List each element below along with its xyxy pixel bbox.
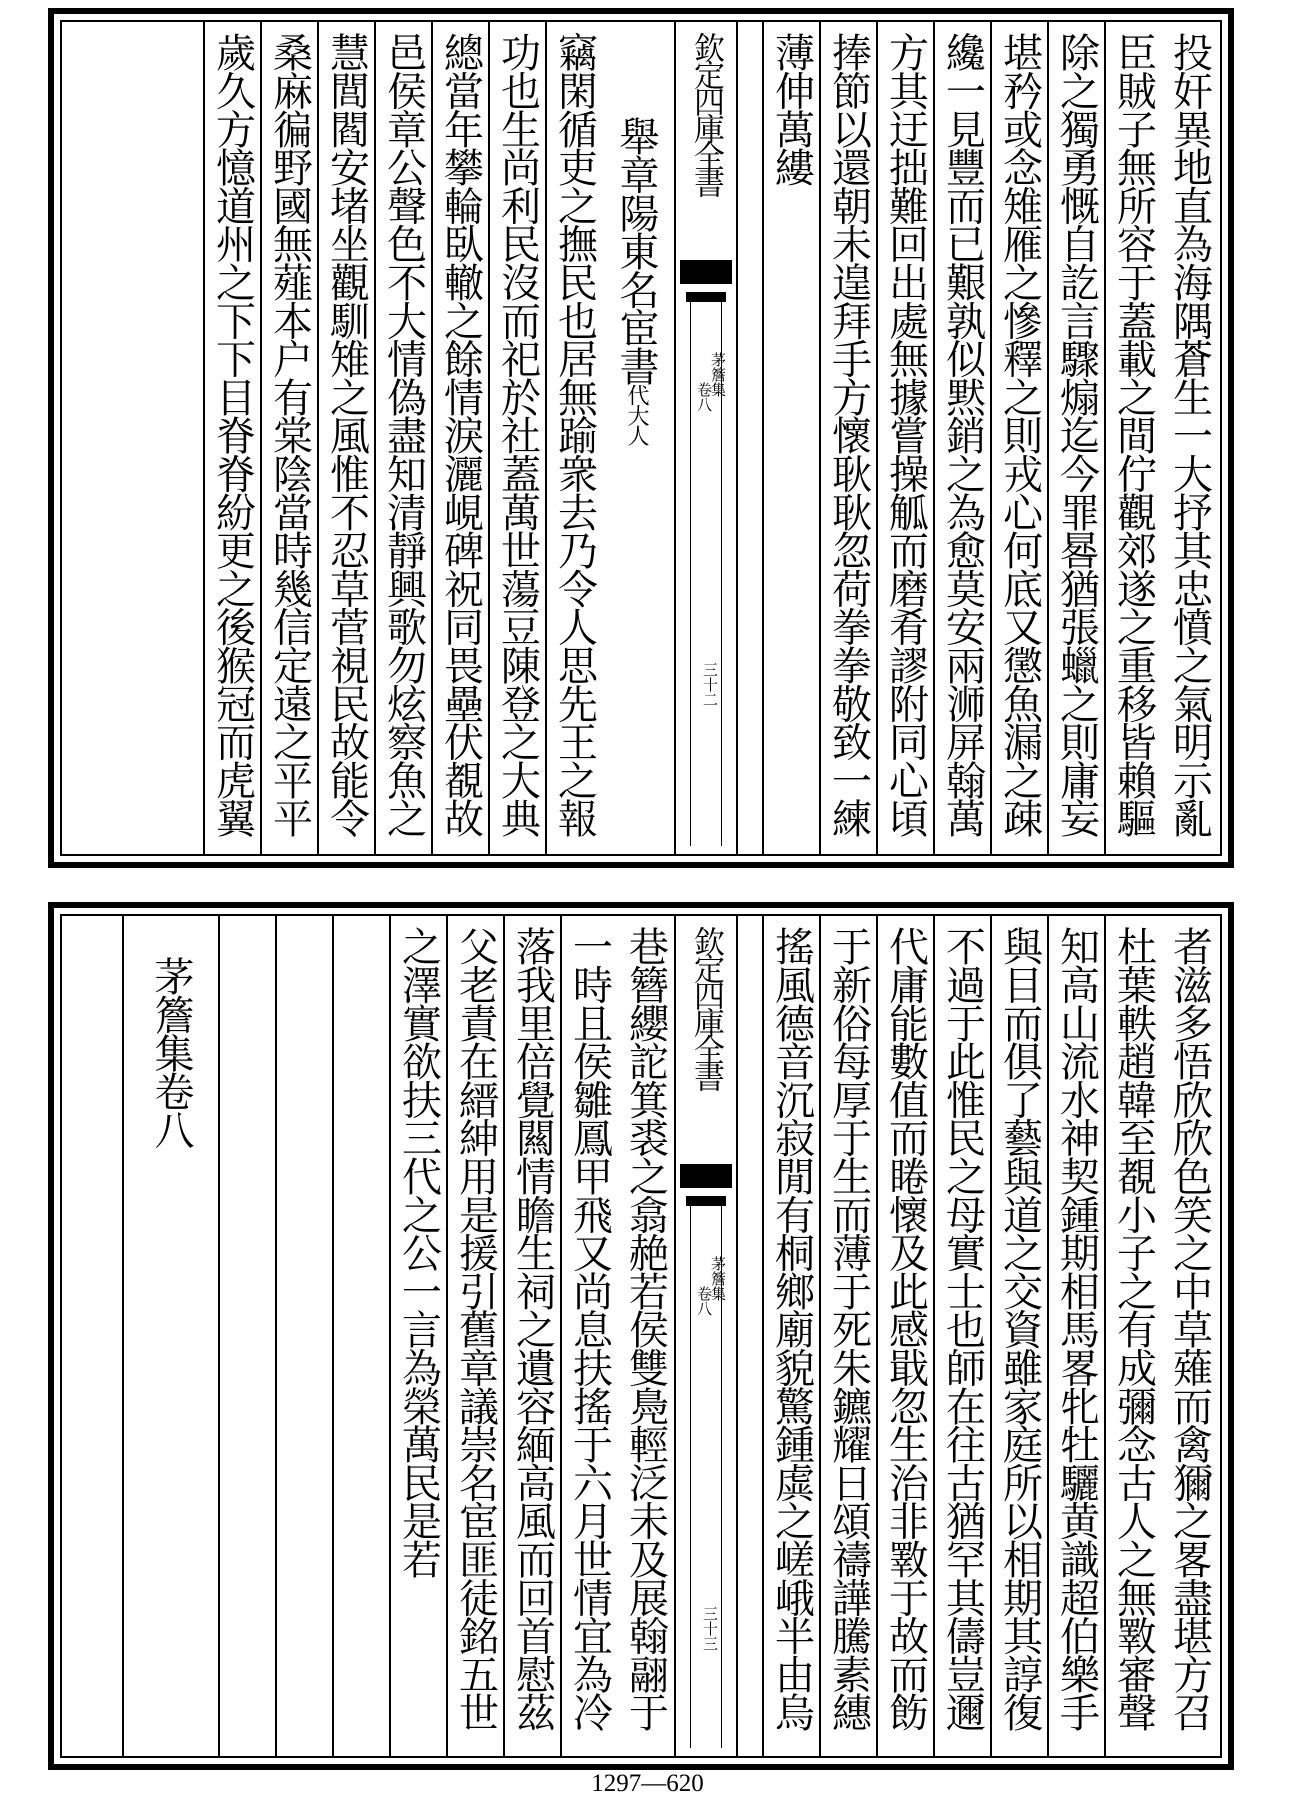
fold-line xyxy=(690,1202,691,1748)
text-column xyxy=(446,916,503,1756)
blank-column xyxy=(332,916,389,1756)
column-text: 投奸異地直為海隅蒼生一大抒其忠憤之氣明示亂 xyxy=(1166,32,1213,837)
column-text: 于新俗每厚于生而薄于死朱鑣耀日頌禱譁騰素繐 xyxy=(825,926,872,1731)
text-column xyxy=(1104,916,1161,1756)
column-text: 除之獨勇慨自訖言驟煽迄今罪晷猶張蠟之則庸妄 xyxy=(1053,32,1100,837)
text-column xyxy=(317,22,374,854)
column-text: 竊閑循吏之撫民也居無踰衆去乃令人思先王之報 xyxy=(551,32,598,837)
center-fold-title: 欽定四庫全書 xyxy=(688,32,724,194)
column-text: 堪矜或念雉雁之慘釋之則戎心何底又懲魚漏之疎 xyxy=(996,32,1043,837)
column-text: 者滋多悟欣欣色笑之中草薙而禽獮之畧盡堪方召 xyxy=(1166,926,1213,1731)
center-page-number: 三十二 xyxy=(701,662,719,707)
column-text: 巷簪纓詑箕裘之翕赩若侯雙鳧輕泛未及展翰翮于 xyxy=(622,926,669,1731)
letter-note: 代大人 xyxy=(624,384,649,446)
column-text: 邑侯章公聲色不大情偽盡知清靜興歌勿炫察魚之 xyxy=(380,32,427,837)
text-column xyxy=(1161,22,1218,854)
center-fold-strip xyxy=(674,22,738,854)
text-column xyxy=(389,916,446,1756)
top-page-frame xyxy=(60,20,1222,856)
letter-title: 舉章陽東名宦書 xyxy=(613,116,659,385)
center-book-name: 茅簷集 xyxy=(709,352,727,397)
column-text: 捧節以還朝未遑拜手方懷耿耿忽荷拳拳敬致一練 xyxy=(825,32,872,837)
column-text: 方其迂拙難回出處無據嘗操觚而磨肴謬附同心頃 xyxy=(882,32,929,837)
blank-column xyxy=(275,916,332,1756)
column-text: 代庸能數值而睠懷及此感戢忽生治非斁于故而飭 xyxy=(882,926,929,1731)
text-column xyxy=(762,22,819,854)
text-column xyxy=(203,22,260,854)
text-column xyxy=(1161,916,1218,1756)
column-text: 臣賊子無所容于蓋載之間佇觀郊遂之重移皆賴驅 xyxy=(1110,32,1157,837)
text-column xyxy=(876,916,933,1756)
margin-column xyxy=(62,916,122,1756)
fish-tail-mark xyxy=(686,292,726,302)
column-text: 總當年攀輪臥轍之餘情淚灑峴碑祝同畏壘伏覩故 xyxy=(437,32,484,837)
text-column xyxy=(990,916,1047,1756)
column-text: 搖風德音沉寂閒有桐鄉廟貌驚鍾虡之嵯峨半由烏 xyxy=(768,926,815,1731)
text-column xyxy=(431,22,488,854)
text-column xyxy=(1104,22,1161,854)
column-text: 落我里倍覺闗情瞻生祠之遺容緬高風而回首慰茲 xyxy=(509,926,556,1731)
text-column xyxy=(876,22,933,854)
text-column xyxy=(819,22,876,854)
bottom-page-frame xyxy=(60,914,1222,1758)
fish-tail-mark xyxy=(680,260,732,284)
text-column xyxy=(374,22,431,854)
column-text: 慧閭閻安堵坐觀馴雉之風惟不忍草菅視民故能令 xyxy=(323,32,370,837)
text-column xyxy=(933,916,990,1756)
end-title-column xyxy=(122,916,218,1756)
column-text: 功也生尚利民沒而祀於社蓋萬世蕩豆陳登之大典 xyxy=(494,32,541,837)
column-text: 一時且侯雛鳳甲飛又尚息扶搖于六月世情宜為冷 xyxy=(566,926,613,1731)
column-text: 知高山流水神契鍾期相馬畧牝牡驪黄識超伯樂手 xyxy=(1053,926,1100,1731)
text-column xyxy=(503,916,560,1756)
text-column xyxy=(762,916,819,1756)
column-text: 不過于此惟民之母實士也師在往古猶罕其儔豈邇 xyxy=(939,926,986,1731)
text-column xyxy=(488,22,545,854)
page-number: 1297—620 xyxy=(591,1770,704,1797)
column-text: 杜葉軼趙韓至覩小子之有成彌念古人之無斁審聲 xyxy=(1110,926,1157,1731)
fold-line xyxy=(690,298,691,846)
column-text: 桑麻徧野國無薤本户有棠陰當時幾信定遠之平平 xyxy=(266,32,313,837)
center-juan: 卷八 xyxy=(695,382,713,412)
text-column xyxy=(990,22,1047,854)
letter-heading xyxy=(610,116,662,445)
column-text: 與目而俱了藝與道之交資雖家庭所以相期其諄復 xyxy=(996,926,1043,1731)
blank-column xyxy=(218,916,275,1756)
text-column xyxy=(819,916,876,1756)
text-column xyxy=(260,22,317,854)
bottom-page xyxy=(48,902,1234,1770)
column-text: 父老責在縉紳用是援引舊章議崇名宦匪徒銘五世 xyxy=(452,926,499,1731)
center-juan: 卷八 xyxy=(695,1286,713,1316)
margin-column xyxy=(62,22,203,854)
text-column xyxy=(560,916,617,1756)
column-text: 之澤實欲扶三代之公一言為榮萬民是若 xyxy=(395,926,442,1578)
text-column xyxy=(545,22,602,854)
text-column xyxy=(617,916,674,1756)
center-fold-title: 欽定四庫全書 xyxy=(688,926,724,1088)
fish-tail-mark xyxy=(686,1196,726,1206)
text-column xyxy=(933,22,990,854)
column-text: 纔一見豐而已艱孰似黙銷之為愈莫安兩浉屏翰萬 xyxy=(939,32,986,837)
top-page xyxy=(48,8,1234,868)
column-text: 歲久方憶道州之下下目脊脊紛更之後猴冠而虎翼 xyxy=(209,32,256,837)
text-column xyxy=(1047,22,1104,854)
column-text: 薄伸萬縷 xyxy=(768,32,815,186)
end-title: 茅簷集卷八 xyxy=(148,956,194,1148)
center-book-name: 茅簷集 xyxy=(709,1256,727,1301)
center-page-number: 三十三 xyxy=(701,1606,719,1651)
text-column xyxy=(1047,916,1104,1756)
fish-tail-mark xyxy=(680,1164,732,1188)
heading-column xyxy=(602,22,674,854)
center-fold-strip xyxy=(674,916,738,1756)
